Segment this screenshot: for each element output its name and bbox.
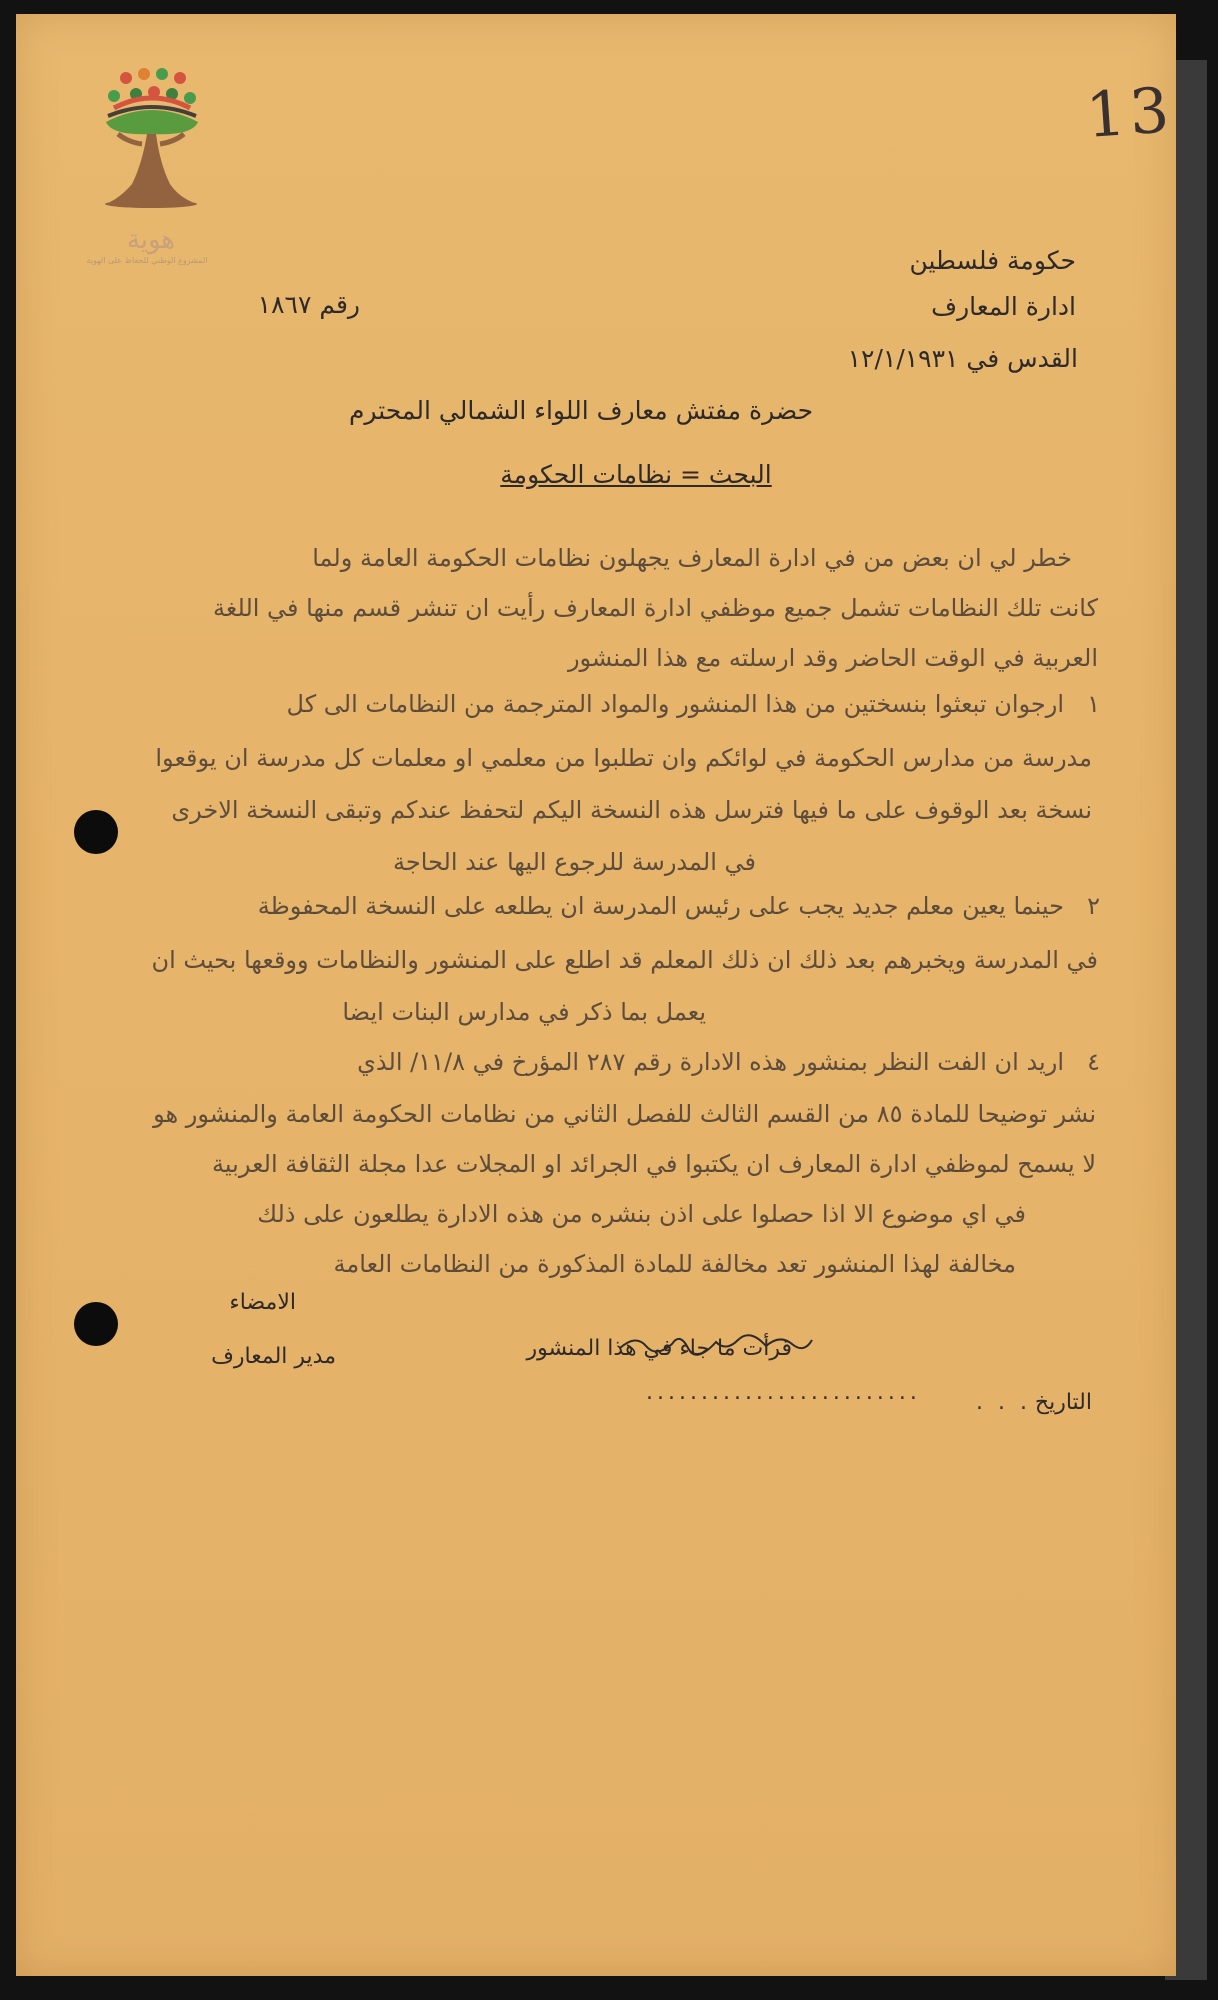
item-line: لا يسمح لموظفي ادارة المعارف ان يكتبوا في الجرائد او المجلات عدا مجلة الثقافة العربية bbox=[212, 1150, 1096, 1178]
date-dots: ......................... bbox=[646, 1380, 921, 1405]
reference-number: رقم ١٨٦٧ bbox=[257, 290, 360, 319]
intro-line: كانت تلك النظامات تشمل جميع موظفي ادارة المعارف رأيت ان تنشر قسم منها في اللغة bbox=[213, 594, 1098, 622]
item-line: حينما يعين معلم جديد يجب على رئيس المدرسة ان يطلعه على النسخة المحفوظة bbox=[257, 892, 1064, 920]
punch-hole bbox=[74, 810, 118, 854]
subject-line: البحث = نظامات الحكومة bbox=[500, 460, 772, 489]
archive-logo-icon bbox=[92, 64, 210, 276]
government-header: حكومة فلسطين bbox=[909, 246, 1076, 275]
item-line: ارجوان تبعثوا بنسختين من هذا المنشور والمواد المترجمة من النظامات الى كل bbox=[286, 690, 1064, 718]
received-line: قرأت ما جاء في هذا المنشور bbox=[526, 1336, 792, 1361]
item-line: مدرسة من مدارس الحكومة في لوائكم وان تطلبوا من معلمي او معلمات كل مدرسة ان يوقعوا bbox=[155, 744, 1092, 772]
item-line: يعمل بما ذكر في مدارس البنات ايضا bbox=[342, 998, 706, 1026]
item-line: في المدرسة ويخبرهم بعد ذلك ان ذلك المعلم قد اطلع على المنشور والنظامات ووقعها بحيث ان bbox=[151, 946, 1098, 974]
addressee: حضرة مفتش معارف اللواء الشمالي المحترم bbox=[348, 396, 814, 425]
intro-line: خطر لي ان بعض من في ادارة المعارف يجهلون نظامات الحكومة العامة ولما bbox=[312, 544, 1072, 572]
document-page bbox=[16, 14, 1176, 1976]
item-number: ١ bbox=[1087, 690, 1100, 718]
item-line: في المدرسة للرجوع اليها عند الحاجة bbox=[393, 848, 756, 876]
item-line: نشر توضيحا للمادة ٨٥ من القسم الثالث للفصل الثاني من نظامات الحكومة العامة والمنشور هو bbox=[153, 1100, 1096, 1128]
item-line: اريد ان الفت النظر بمنشور هذه الادارة رقم ٢٨٧ المؤرخ في ١١/٨/ الذي bbox=[357, 1048, 1064, 1076]
signature-label: الامضاء bbox=[229, 1290, 296, 1315]
handwritten-signature-icon bbox=[616, 1326, 816, 1360]
date-dots: . . . bbox=[976, 1390, 1031, 1415]
logo-title: هوية bbox=[126, 225, 176, 255]
item-number: ٢ bbox=[1087, 892, 1100, 920]
item-line: في اي موضوع الا اذا حصلوا على اذن بنشره من هذه الادارة يطلعون على ذلك bbox=[257, 1200, 1026, 1228]
department-header: ادارة المعارف bbox=[931, 292, 1076, 321]
logo-caption: المشروع الوطني للحفاظ على الهوية bbox=[86, 256, 208, 265]
date-label: التاريخ bbox=[1034, 1390, 1092, 1415]
item-number: ٤ bbox=[1087, 1048, 1100, 1076]
page-number: 13 bbox=[1083, 73, 1176, 152]
intro-line: العربية في الوقت الحاضر وقد ارسلته مع هذا المنشور bbox=[567, 644, 1098, 672]
signer-title: مدير المعارف bbox=[211, 1344, 336, 1369]
place-date: القدس في ١٢/١/١٩٣١ bbox=[847, 344, 1078, 373]
punch-hole bbox=[74, 1302, 118, 1346]
item-line: مخالفة لهذا المنشور تعد مخالفة للمادة المذكورة من النظامات العامة bbox=[333, 1250, 1016, 1278]
item-line: نسخة بعد الوقوف على ما فيها فترسل هذه النسخة اليكم لتحفظ عندكم وتبقى النسخة الاخرى bbox=[171, 796, 1092, 824]
